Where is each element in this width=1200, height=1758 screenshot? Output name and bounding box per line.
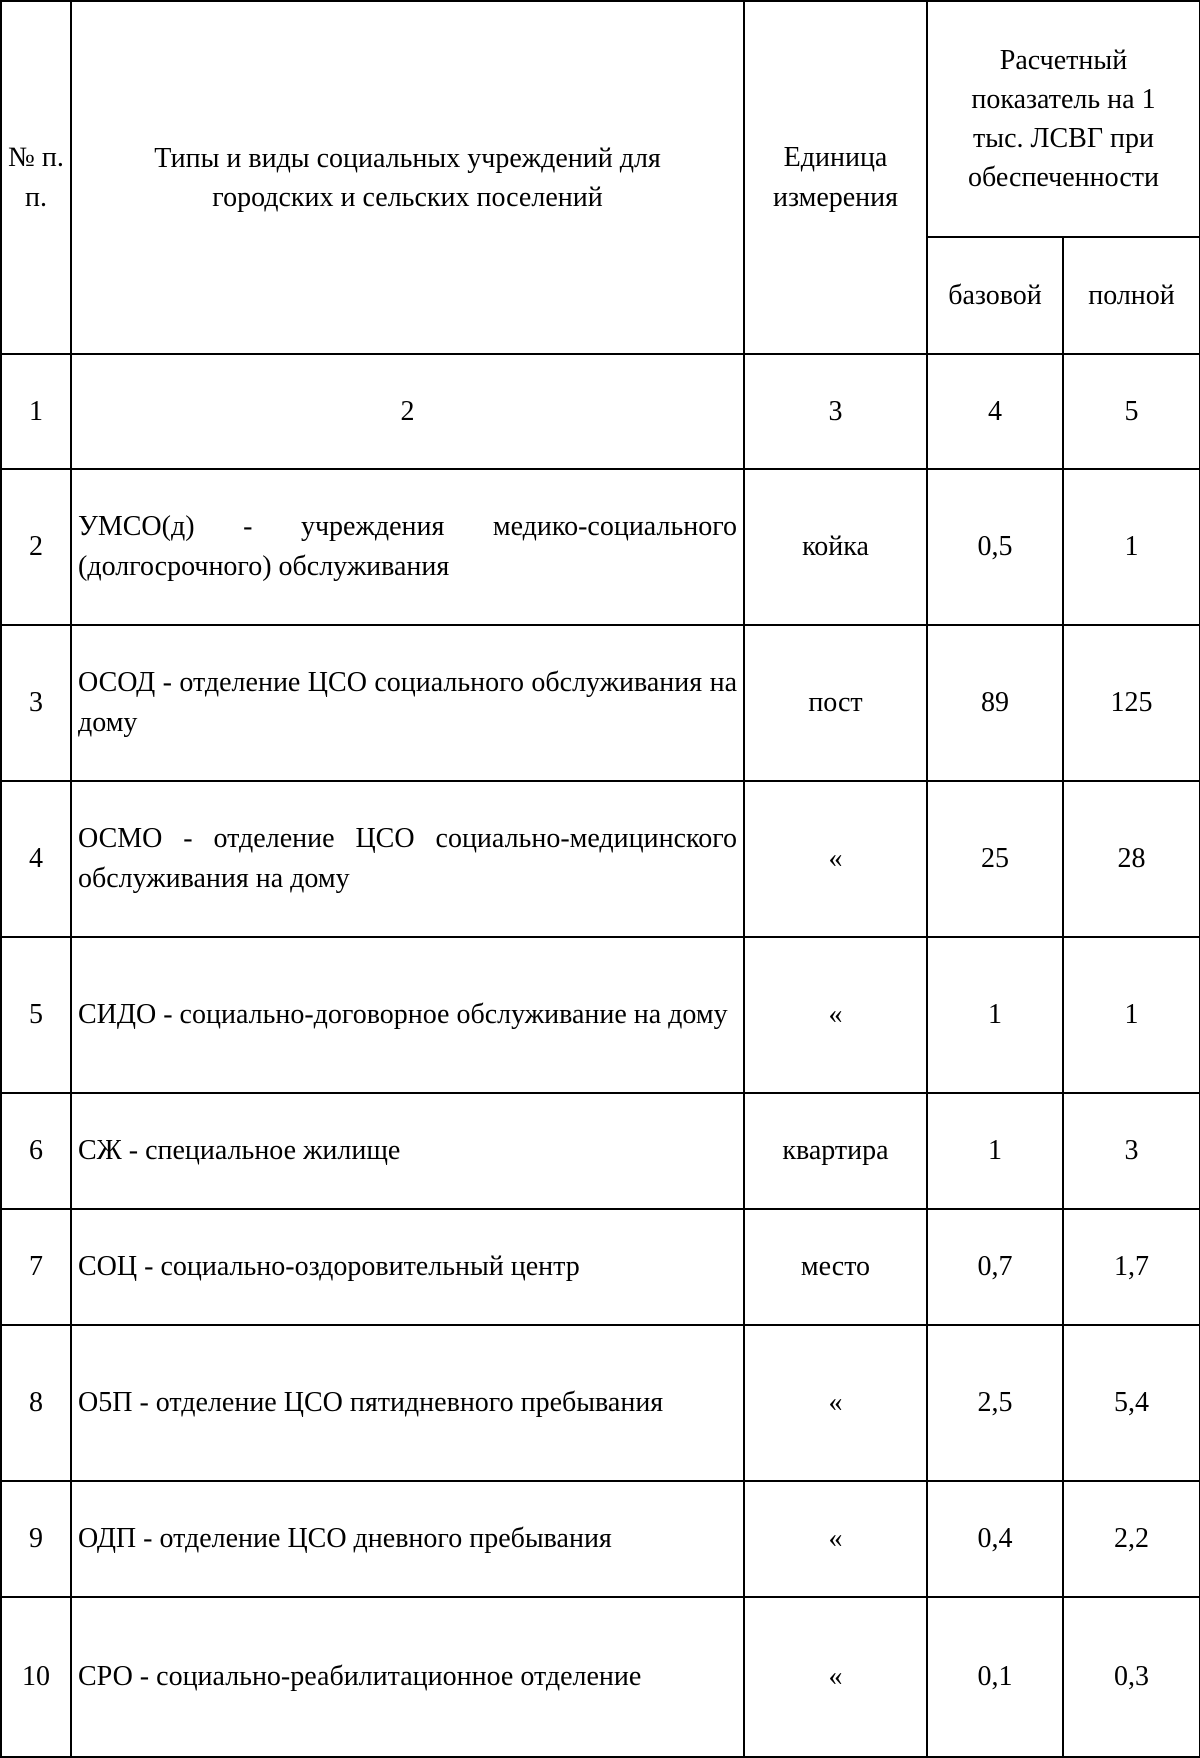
row-name: СЖ - специальное жилище <box>71 1093 744 1209</box>
row-unit: « <box>744 781 927 937</box>
row-full: 1 <box>1063 937 1200 1093</box>
row-unit: « <box>744 1481 927 1597</box>
table-row <box>1 469 1200 625</box>
column-number-4: 4 <box>927 354 1063 469</box>
row-num: 3 <box>1 625 71 781</box>
row-basic: 25 <box>927 781 1063 937</box>
column-number-3: 3 <box>744 354 927 469</box>
row-name: ОСМО - отделение ЦСО социально-медицинского обслуживания на дому <box>71 781 744 937</box>
row-unit: пост <box>744 625 927 781</box>
table-row <box>1 1481 1200 1597</box>
header-row <box>1 1 1200 237</box>
row-unit: койка <box>744 469 927 625</box>
row-full: 3 <box>1063 1093 1200 1209</box>
row-name: О5П - отделение ЦСО пятидневного пребывания <box>71 1325 744 1481</box>
row-full: 1,7 <box>1063 1209 1200 1325</box>
table-row <box>1 1209 1200 1325</box>
header-basic: базовой <box>927 237 1063 354</box>
row-name: УМСО(д) - учреждения медико-социального (долгосрочного) обслуживания <box>71 469 744 625</box>
column-number-row <box>1 354 1200 469</box>
row-full: 5,4 <box>1063 1325 1200 1481</box>
row-full: 0,3 <box>1063 1597 1200 1757</box>
row-basic: 0,5 <box>927 469 1063 625</box>
header-indicator: Расчетный показатель на 1 тыс. ЛСВГ при обеспеченности <box>927 1 1200 237</box>
row-basic: 1 <box>927 1093 1063 1209</box>
row-num: 4 <box>1 781 71 937</box>
row-basic: 89 <box>927 625 1063 781</box>
row-full: 1 <box>1063 469 1200 625</box>
row-unit: « <box>744 1325 927 1481</box>
header-type: Типы и виды социальных учреждений для городских и сельских поселений <box>71 1 744 354</box>
column-number-5: 5 <box>1063 354 1200 469</box>
row-num: 6 <box>1 1093 71 1209</box>
header-num: № п. п. <box>1 1 71 354</box>
row-basic: 0,1 <box>927 1597 1063 1757</box>
table-row <box>1 937 1200 1093</box>
header-unit: Единица измерения <box>744 1 927 354</box>
row-full: 28 <box>1063 781 1200 937</box>
row-num: 10 <box>1 1597 71 1757</box>
row-full: 125 <box>1063 625 1200 781</box>
row-name: СИДО - социально-договорное обслуживание на дому <box>71 937 744 1093</box>
row-num: 9 <box>1 1481 71 1597</box>
row-num: 5 <box>1 937 71 1093</box>
row-num: 2 <box>1 469 71 625</box>
table-row <box>1 625 1200 781</box>
row-basic: 2,5 <box>927 1325 1063 1481</box>
table-row <box>1 781 1200 937</box>
column-number-2: 2 <box>71 354 744 469</box>
row-unit: квартира <box>744 1093 927 1209</box>
row-unit: место <box>744 1209 927 1325</box>
row-basic: 1 <box>927 937 1063 1093</box>
row-basic: 0,4 <box>927 1481 1063 1597</box>
row-name: ОСОД - отделение ЦСО социального обслуживания на дому <box>71 625 744 781</box>
row-name: СРО - социально-реабилитационное отделение <box>71 1597 744 1757</box>
row-num: 8 <box>1 1325 71 1481</box>
header-full: полной <box>1063 237 1200 354</box>
row-name: ОДП - отделение ЦСО дневного пребывания <box>71 1481 744 1597</box>
table-row <box>1 1093 1200 1209</box>
table-row <box>1 1597 1200 1757</box>
row-unit: « <box>744 1597 927 1757</box>
row-unit: « <box>744 937 927 1093</box>
column-number-1: 1 <box>1 354 71 469</box>
table-row <box>1 1325 1200 1481</box>
row-basic: 0,7 <box>927 1209 1063 1325</box>
row-full: 2,2 <box>1063 1481 1200 1597</box>
row-name: СОЦ - социально-оздоровительный центр <box>71 1209 744 1325</box>
row-num: 7 <box>1 1209 71 1325</box>
